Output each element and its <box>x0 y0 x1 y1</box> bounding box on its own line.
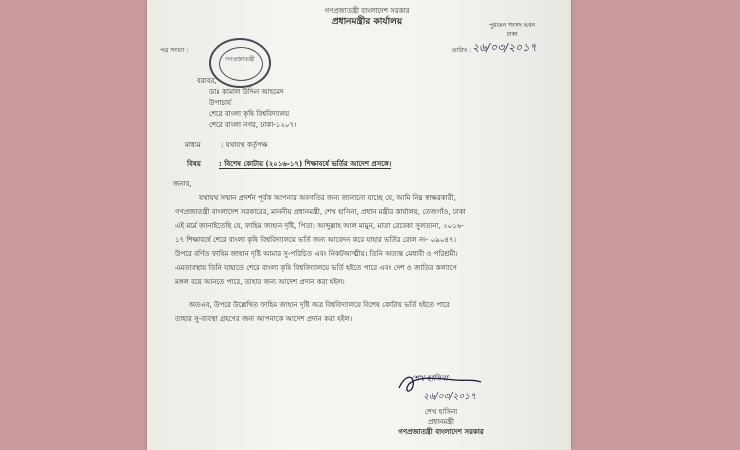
signatory-name: শেখ হাসিনা <box>424 408 458 416</box>
signatory-org: গণপ্রজাতন্ত্রী বাংলাদেশ সরকার <box>398 428 484 436</box>
letter-page <box>147 0 571 450</box>
address-line1: পুরাতন সংসদ ভবন <box>488 22 536 29</box>
body-line: উপরে বর্ণিত ফাহিম জাহান দৃষ্টি আমার সু-পরিচিত এবং নিকটআত্মীয়। তিনি অত্যন্ত মেধাবী ও পরিশ্রমী। <box>175 250 458 258</box>
letterhead-office: প্রধানমন্ত্রীর কার্যালয় <box>331 17 403 27</box>
signatory-title: প্রধানমন্ত্রী <box>427 418 455 426</box>
recipient-org: শেরে বাংলা কৃষি বিশ্ববিদ্যালয় <box>209 110 290 118</box>
recipient-title: উপাচার্য <box>209 99 232 107</box>
body-line: অতএব, উপরে উল্লেখিত ফাহিম জাহান দৃষ্টি অত্র বিশ্ববিদ্যালয়ে বিশেষ কোটায় ভর্তি হইতে পারে <box>189 301 450 309</box>
signature-date-handwritten: ২৬/০৩/২০১৭ <box>423 392 476 402</box>
body-line: মঙ্গল বয়ে আনতে পারে, তাহার জন্য আদেশ প্রদান করা হইল। <box>175 278 345 286</box>
letterhead-line1: গণপ্রজাতন্ত্রী বাংলাদেশ সরকার <box>324 7 410 15</box>
body-line: তাহার সু-ব্যবস্থা গ্রহণের জন্য আপনাকে আদেশ প্রদান করা হইল। <box>175 315 353 323</box>
body-line: ১৭ শিক্ষাবর্ষে শেরে বাংলা কৃষি বিশ্ববিদ্যালয়ে ভর্তি জন্য আবেদন করে যাহার ভর্তির রোল নং- ০৯০৪৭। <box>175 236 457 244</box>
body-line: এই মর্মে জানাইতেছি যে, ফাহিম জাহান দৃষ্টি, পিতা: আব্দুল্লাহ আল মামুন, মাতা রেবেকা সুলতানা, ২০১৬- <box>175 222 464 230</box>
seal-text: গণপ্রজাতন্ত্রী <box>225 56 255 63</box>
handwritten-signature <box>395 372 485 412</box>
subject-label: বিষয় <box>187 160 201 168</box>
address-line2: ঢাকা <box>506 31 518 38</box>
via-label: মাধ্যম <box>185 141 201 149</box>
salutation: বরাবর, <box>197 77 217 85</box>
date-value: ২৬/০৩/২০১৭ <box>472 41 537 54</box>
memo-label: পত্র সংখ্যা : <box>160 47 189 54</box>
official-seal <box>209 38 271 88</box>
date-label: তারিখ : <box>452 47 472 54</box>
body-line: গণপ্রজাতন্ত্রী বাংলাদেশ সরকারের, মাননীয় প্রধানমন্ত্রী, শেখ হাসিনা, প্রধান মন্ত্রীর কার্যালয়, তেজগাঁও, ঢাকা <box>175 208 466 216</box>
subject-value: : বিশেষ কোটায় (২০১৬-১৭) শিক্ষাবর্ষে ভর্তির আদেশ প্রসঙ্গে। <box>219 160 392 168</box>
signature-name-handwritten: শেখ হাসিনা <box>411 374 448 383</box>
via-value: : যথাযথ কর্তৃপক্ষ <box>221 141 268 149</box>
recipient-name: ডাঃ কামাল উদ্দিন আহমেদ <box>209 88 284 96</box>
recipient-address: শেরে বাংলা নগর, ঢাকা-১২০৭। <box>209 121 297 129</box>
greeting: জনাব, <box>173 180 192 188</box>
body-line: এমতাবস্থায় তিনি যাহাতে শেরে বাংলা কৃষি বিশ্ববিদ্যালয়ে ভর্তি হইতে পারে এবং দেশ ও জাতির কল্যাণে <box>175 264 457 272</box>
body-line: যথাযথ সম্মান প্রদর্শন পূর্বক আপনার অবগতির জন্য জানানো যাচ্ছে যে, আমি নিম্ন স্বাক্ষরকারী, <box>199 194 456 202</box>
